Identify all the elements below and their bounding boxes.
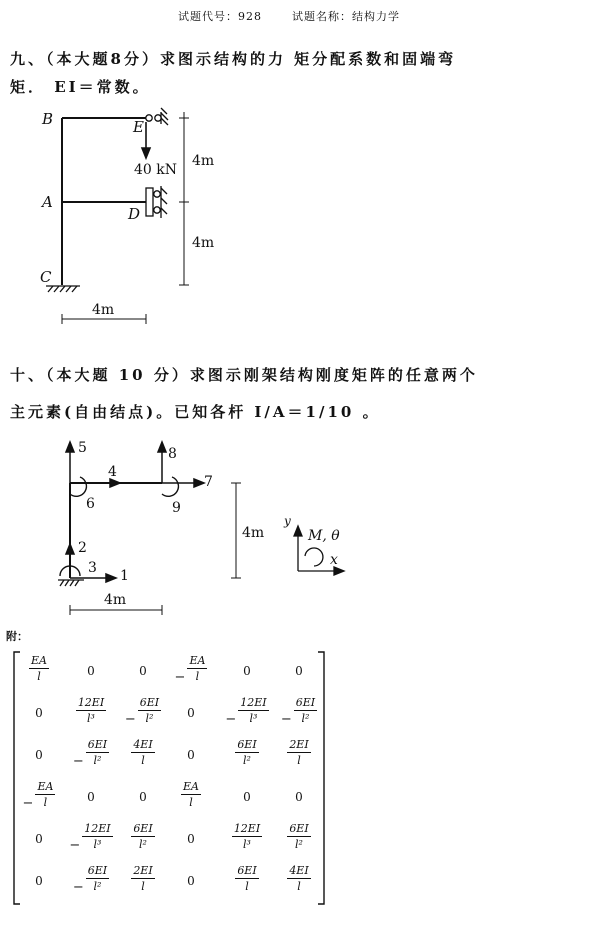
matrix-cell [164, 654, 218, 685]
matrix-sign: − [72, 879, 84, 895]
matrix-cell [64, 664, 118, 678]
label-b: B [42, 110, 54, 128]
matrix-cell [64, 696, 118, 725]
matrix-fraction [86, 864, 109, 893]
matrix-denominator: l² [139, 838, 147, 851]
dim-bottom-label: 4m [192, 235, 215, 251]
matrix-denominator: l [141, 754, 145, 767]
matrix-numerator: 6EI [139, 696, 160, 709]
matrix-denominator: l [297, 880, 301, 893]
dof-8-label: 8 [168, 446, 177, 462]
matrix-zero: 0 [187, 748, 195, 762]
dof-4-label: 4 [108, 464, 117, 480]
dof-5-label: 5 [78, 440, 87, 456]
matrix-sign: − [124, 711, 136, 727]
matrix-denominator: l [297, 754, 301, 767]
matrix-cell [272, 864, 326, 893]
matrix-zero: 0 [187, 832, 195, 846]
matrix-denominator: l [141, 880, 145, 893]
matrix-zero: 0 [295, 790, 303, 804]
matrix-zero: 0 [87, 790, 95, 804]
matrix-fraction [131, 822, 154, 851]
matrix-sign: − [22, 795, 34, 811]
matrix-cell [12, 874, 66, 888]
matrix-fraction [287, 822, 310, 851]
matrix-cell [116, 696, 170, 727]
dof-2-label: 2 [78, 540, 87, 556]
matrix-cell [272, 822, 326, 851]
matrix-cell [164, 748, 218, 762]
matrix-zero: 0 [87, 664, 95, 678]
matrix-sign: − [69, 837, 81, 853]
matrix-fraction [187, 654, 207, 683]
matrix-cell [64, 822, 118, 853]
matrix-numerator: 6EI [237, 738, 257, 751]
matrix-zero: 0 [187, 706, 195, 720]
matrix-numerator: 6EI [87, 864, 108, 877]
label-a: A [42, 193, 53, 211]
dof-1-label: 1 [120, 568, 129, 584]
matrix-numerator: 6EI [133, 822, 153, 835]
matrix-fraction [82, 822, 112, 851]
matrix-denominator: l² [145, 712, 154, 725]
matrix-zero: 0 [35, 874, 43, 888]
dim-top-label: 4m [192, 153, 215, 169]
matrix-denominator: l [189, 796, 193, 809]
dof-6-label: 6 [86, 496, 95, 512]
matrix-numerator: 6EI [87, 738, 108, 751]
matrix-fraction [235, 738, 258, 767]
matrix-fraction [238, 696, 268, 725]
matrix-zero: 0 [243, 664, 251, 678]
matrix-numerator: 4EI [133, 738, 153, 751]
dim-width-label-10: 4m [104, 592, 127, 608]
matrix-numerator: 6EI [289, 822, 309, 835]
matrix-denominator: l² [295, 838, 303, 851]
matrix-cell [272, 738, 326, 767]
matrix-cell [220, 696, 274, 727]
matrix-zero: 0 [187, 874, 195, 888]
matrix-denominator: l [245, 880, 249, 893]
matrix-zero: 0 [243, 790, 251, 804]
matrix-sign: − [174, 669, 186, 685]
matrix-zero: 0 [35, 832, 43, 846]
matrix-cell [116, 738, 170, 767]
matrix-sign: − [225, 711, 237, 727]
matrix-numerator: 12EI [240, 696, 267, 709]
matrix-fraction [131, 738, 154, 767]
matrix-denominator: l³ [249, 712, 258, 725]
matrix-cell [64, 738, 118, 769]
matrix-cell [272, 790, 326, 804]
label-d: D [128, 205, 141, 223]
matrix-denominator: l² [93, 754, 102, 767]
axis-x-label: x [330, 552, 338, 568]
matrix-fraction [235, 864, 258, 893]
matrix-cell [220, 822, 274, 851]
matrix-numerator: 6EI [295, 696, 316, 709]
matrix-denominator: l [195, 670, 200, 683]
matrix-fraction [76, 696, 106, 725]
matrix-denominator: l [37, 670, 41, 683]
appendix-label: 附： [6, 630, 28, 643]
matrix-zero: 0 [35, 706, 43, 720]
matrix-numerator: EA [189, 654, 206, 667]
matrix-fraction [287, 864, 310, 893]
dof-9-label: 9 [172, 500, 181, 516]
matrix-zero: 0 [35, 748, 43, 762]
matrix-cell [272, 664, 326, 678]
matrix-fraction [86, 738, 109, 767]
matrix-fraction [181, 780, 201, 809]
matrix-fraction [287, 738, 310, 767]
matrix-cell [116, 664, 170, 678]
matrix-denominator: l² [301, 712, 310, 725]
question-9-line-1: 九、（本大题8分）求图示结构的力 矩分配系数和固端弯 [10, 50, 457, 68]
matrix-numerator: 2EI [133, 864, 153, 877]
matrix-fraction [138, 696, 161, 725]
matrix-numerator: 4EI [289, 864, 309, 877]
question-10-line-1: 十、（本大题 10 分）求图示刚架结构刚度矩阵的任意两个 [10, 366, 478, 384]
matrix-numerator: 12EI [84, 822, 111, 835]
matrix-cell [220, 864, 274, 893]
matrix-zero: 0 [139, 664, 147, 678]
matrix-cell [220, 790, 274, 804]
matrix-cell [64, 790, 118, 804]
matrix-denominator: l³ [243, 838, 251, 851]
matrix-cell [164, 832, 218, 846]
matrix-denominator: l [43, 796, 48, 809]
question-9-line-2: 矩． EI＝常数。 [10, 78, 151, 96]
matrix-cell [272, 696, 326, 727]
matrix-fraction [35, 780, 55, 809]
matrix-cell [116, 864, 170, 893]
matrix-left-bracket [14, 652, 20, 904]
axis-y-label: y [284, 514, 291, 528]
matrix-cell [164, 706, 218, 720]
dim-width-label: 4m [92, 302, 115, 318]
matrix-denominator: l² [93, 880, 102, 893]
matrix-cell [164, 874, 218, 888]
matrix-cell [220, 738, 274, 767]
matrix-denominator: l³ [93, 838, 102, 851]
matrix-numerator: EA [183, 780, 199, 793]
dof-3-label: 3 [88, 560, 97, 576]
matrix-sign: − [72, 753, 84, 769]
matrix-zero: 0 [295, 664, 303, 678]
label-e: E [133, 118, 144, 136]
exam-code: 试题代号：928 [178, 10, 262, 23]
matrix-numerator: EA [37, 780, 54, 793]
matrix-cell [12, 654, 66, 683]
matrix-cell [12, 748, 66, 762]
dof-7-label: 7 [204, 474, 213, 490]
matrix-numerator: 12EI [77, 696, 105, 709]
matrix-cell [12, 706, 66, 720]
matrix-numerator: 6EI [237, 864, 257, 877]
matrix-cell [164, 780, 218, 809]
dim-height-label: 4m [242, 525, 265, 541]
load-label: 40 kN [134, 162, 177, 178]
matrix-numerator: 2EI [289, 738, 309, 751]
matrix-cell [12, 832, 66, 846]
exam-name: 试题名称：结构力学 [292, 10, 400, 23]
matrix-cell [116, 822, 170, 851]
matrix-cell [116, 790, 170, 804]
label-c: C [40, 268, 52, 286]
axis-m-label: M, θ [308, 528, 340, 544]
matrix-fraction [131, 864, 154, 893]
matrix-cell [220, 664, 274, 678]
matrix-cell [12, 780, 66, 811]
matrix-zero: 0 [139, 790, 147, 804]
matrix-sign: − [280, 711, 292, 727]
matrix-fraction [294, 696, 317, 725]
matrix-fraction [232, 822, 262, 851]
matrix-fraction [29, 654, 49, 683]
question-10-line-2: 主元素(自由结点)。已知各杆 I/A＝1/10 。 [10, 403, 381, 421]
matrix-numerator: EA [31, 654, 47, 667]
matrix-cell [64, 864, 118, 895]
matrix-denominator: l² [243, 754, 251, 767]
matrix-denominator: l³ [87, 712, 95, 725]
matrix-numerator: 12EI [233, 822, 261, 835]
